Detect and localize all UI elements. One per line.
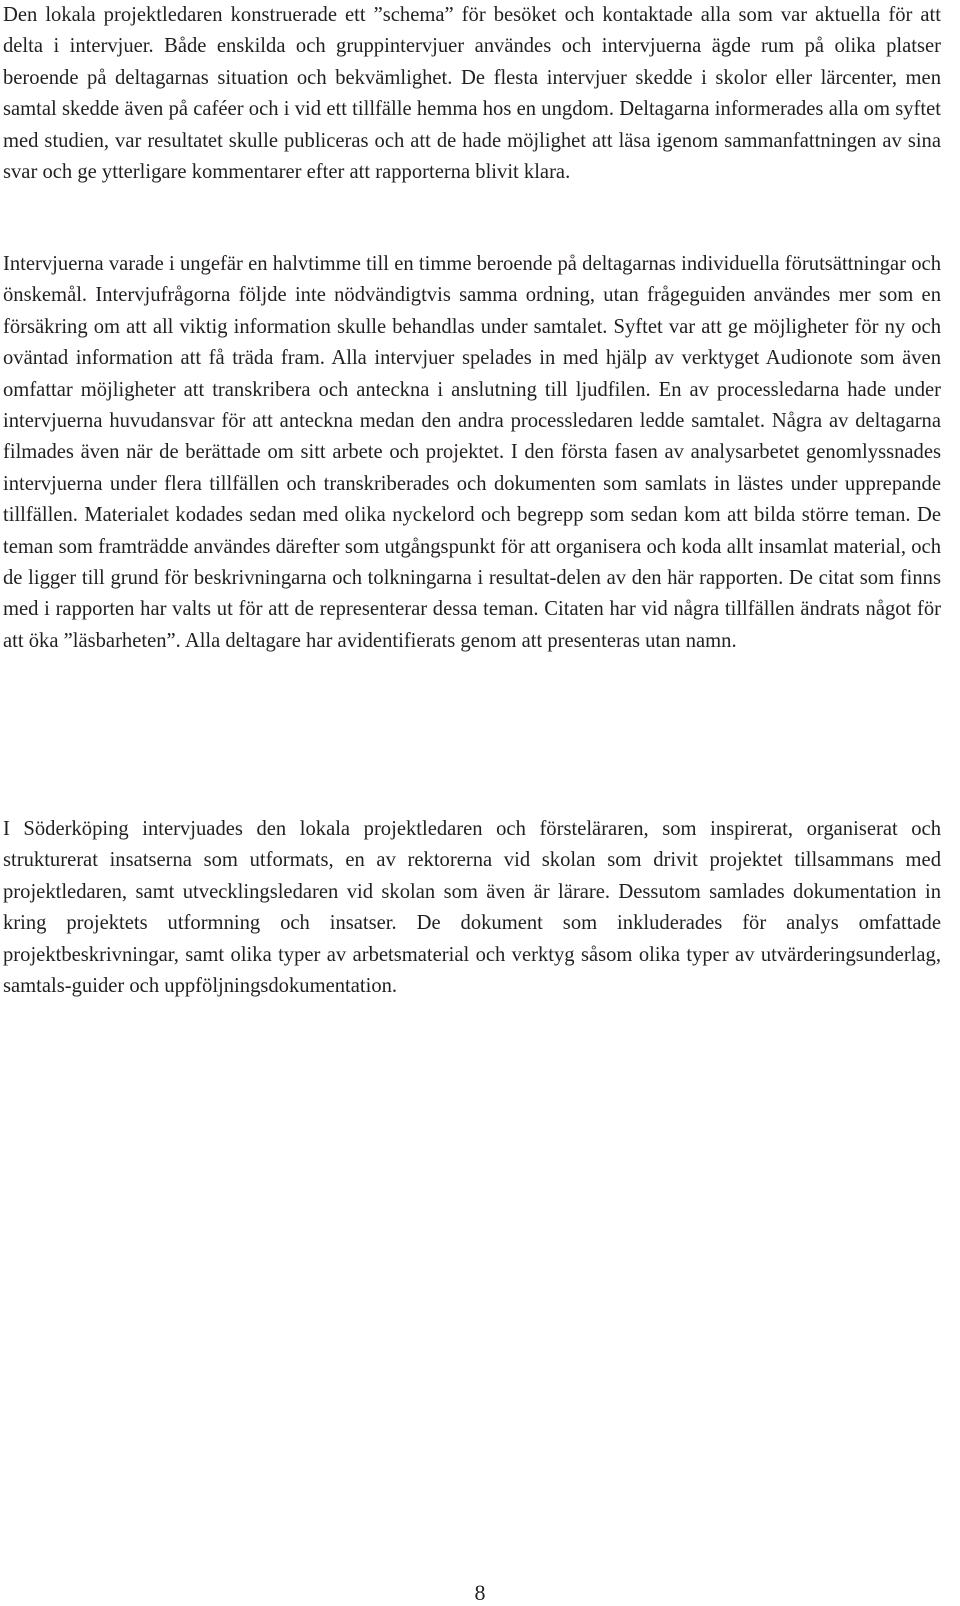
paragraph-interview-setup: Den lokala projektledaren konstruerade ett ”schema” för besöket och kontaktade alla som var aktuella för att delta i intervjuer. Både enskilda och gruppintervjuer användes och intervjuerna ägde rum på olika platser beroende på deltagarnas situation och bekvämlighet. De flesta intervjuer skedde i skolor eller lärcenter, men samtal skedde även på caféer och i vid ett tillfälle hemma hos en ungdom. Deltagarna informerades alla om syftet med studien, var resultatet skulle publiceras och att de hade möjlighet att läsa igenom sammanfattningen av sina svar och ge ytterligare kommentarer efter att rapporterna blivit klara.: [3, 4, 941, 184]
page-number: 8: [474, 1580, 486, 1605]
paragraph-interview-method: Intervjuerna varade i ungefär en halvtimme till en timme beroende på deltagarnas individuella förutsättningar och önskemål. Intervjufrågorna följde inte nödvändigtvis samma ordning, utan frågeguiden användes mer som en försäkring om att all viktig information skulle behandlas under samtalet. Syftet var att ge möjligheter för ny och oväntad information att få träda fram. Alla intervjuer spelades in med hjälp av verktyget Audionote som även omfattar möjligheter att transkribera och anteckna i anslutning till ljudfilen. En av processledarna hade under intervjuerna huvudansvar för att anteckna medan den andra processledaren ledde samtalet. Några av deltagarna filmades även när de berättade om sitt arbete och projektet. I den första fasen av analysarbetet genomlyssnades intervjuerna under flera tillfällen och transkriberades och dokumenten som samlats in lästes under upprepande tillfällen. Materialet kodades sedan med olika nyckelord och begrepp som sedan kom att bilda större teman. De teman som framträdde användes därefter som utgångspunkt för att organisera och koda allt insamlat material, och de ligger till grund för beskrivningarna och tolkningarna i resultat-delen av den här rapporten. De citat som finns med i rapporten har valts ut för att de representerar dessa teman. Citaten har vid några tillfällen ändrats något för att öka ”läsbarheten”. Alla deltagare har avidentifierats genom att presenteras utan namn.: [3, 253, 941, 652]
paragraph-soderkoping: I Söderköping intervjuades den lokala projektledaren och försteläraren, som inspirerat, organiserat och strukturerat insatserna som utformats, en av rektorerna vid skolan som drivit projektet tillsammans med projektledaren, samt utvecklingsledaren vid skolan som även är lärare. Dessutom samlades dokumentation in kring projektets utformning och insatser. De dokument som inkluderades för analys omfattade projektbeskrivningar, samt olika typer av arbetsmaterial och verktyg såsom olika typer av utvärderingsunderlag, samtals-guider och uppföljningsdokumentation.: [3, 818, 941, 998]
